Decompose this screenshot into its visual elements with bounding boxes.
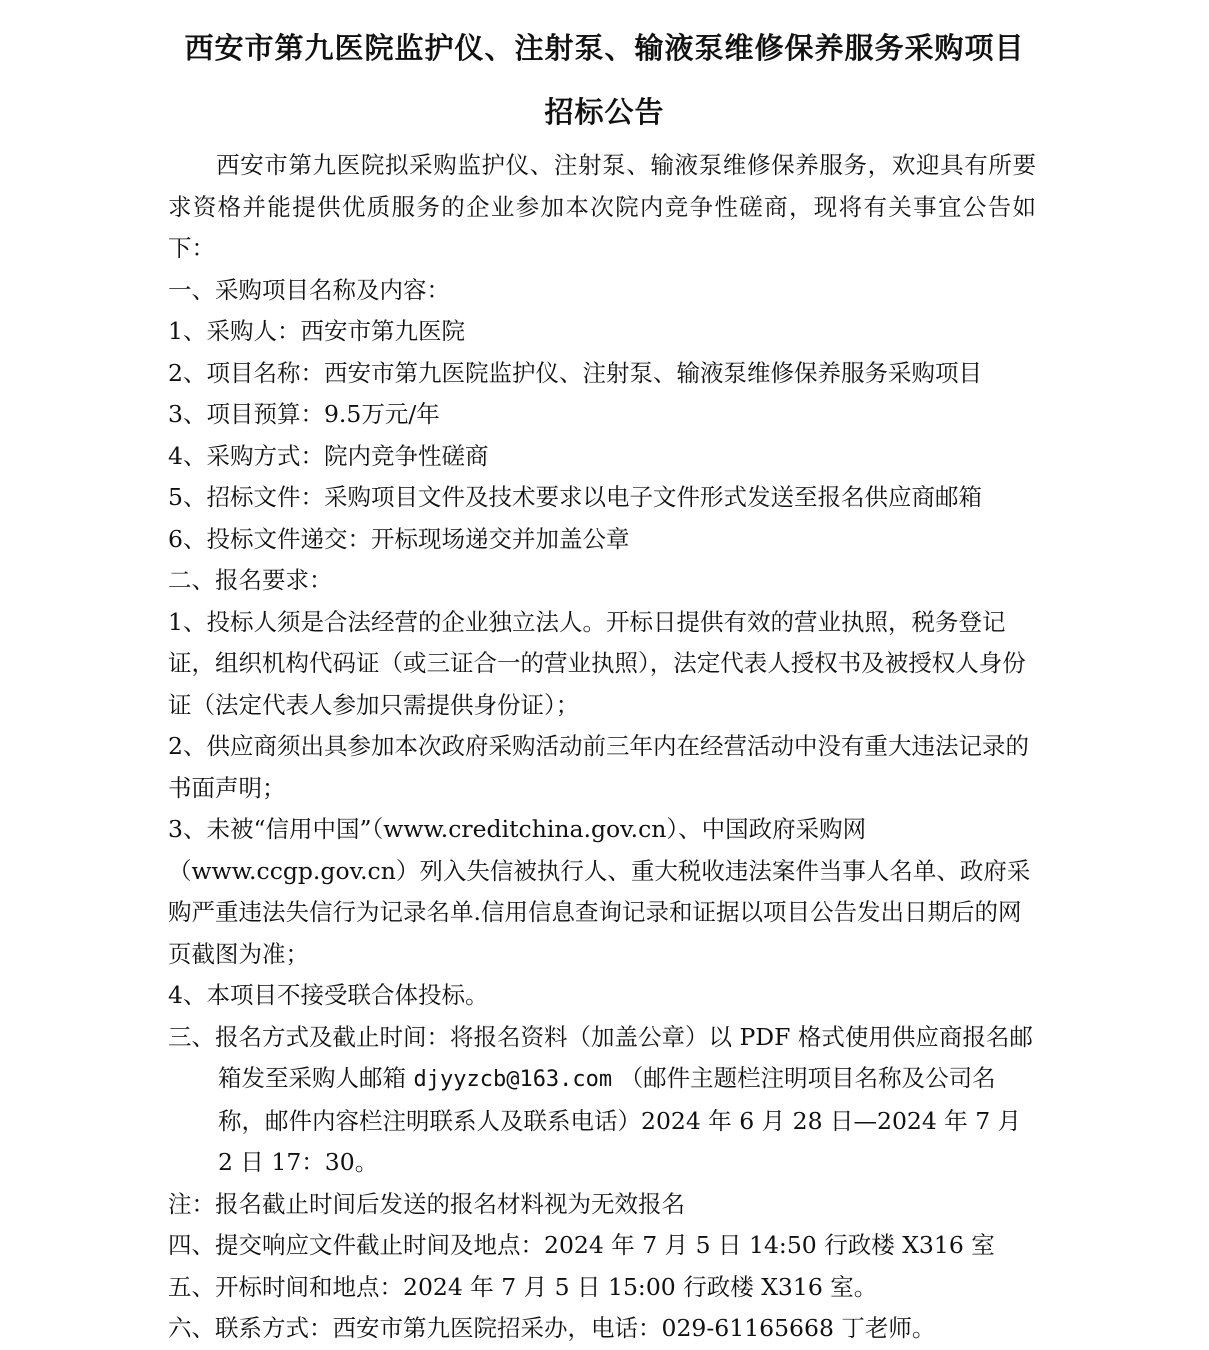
section1-item-method: 4、采购方式：院内竞争性磋商 — [168, 441, 489, 470]
section3-registration — [168, 1017, 1036, 1184]
section2-item-declaration: 2、供应商须出具参加本次政府采购活动前三年内在经营活动中没有重大违法记录的书面声明； — [168, 732, 1029, 802]
document-title-line1: 西安市第九医院监护仪、注射泵、输液泵维修保养服务采购项目 — [184, 31, 1025, 65]
section1-item-project-name: 2、项目名称：西安市第九医院监护仪、注射泵、输液泵维修保养服务采购项目 — [168, 358, 982, 387]
section2-item-credit: 3、未被“信用中国”（www.creditchina.gov.cn）、中国政府采购网（www.ccgp.gov.cn）列入失信被执行人、重大税收违法案件当事人名单、政府采购严重违法失信行为记录名单.信用信息查询记录和证据以项目公告发出日期后的网页截图为准； — [168, 815, 1031, 968]
section1-item-bid-submission: 6、投标文件递交：开标现场递交并加盖公章 — [168, 524, 630, 553]
registration-note: 注：报名截止时间后发送的报名材料视为无效报名 — [168, 1189, 685, 1218]
section3-text-a: 将报名资料（加盖公章）以 PDF 格式使用供应商报名邮箱发至采购人邮箱 — [218, 1022, 1033, 1092]
document-body — [168, 145, 1036, 1350]
section2-item-qualification: 1、投标人须是合法经营的企业独立法人。开标日提供有效的营业执照，税务登记证，组织机构代码证（或三证合一的营业执照），法定代表人授权书及被授权人身份证（法定代表人参加只需提供身份证）； — [168, 607, 1026, 719]
section1-heading: 一、采购项目名称及内容： — [168, 275, 450, 304]
intro-paragraph: 西安市第九医院拟采购监护仪、注射泵、输液泵维修保养服务，欢迎具有所要求资格并能提供优质服务的企业参加本次院内竞争性磋商，现将有关事宜公告如下： — [168, 151, 1036, 262]
section1-item-purchaser: 1、采购人：西安市第九医院 — [168, 317, 465, 345]
section2-heading: 二、报名要求： — [168, 566, 333, 594]
section3-heading: 三、报名方式及截止时间： — [168, 1022, 450, 1051]
section6-contact: 六、联系方式：西安市第九医院招采办，电话：029-61165668 丁老师。 — [168, 1314, 936, 1342]
section5-opening-time: 五、开标时间和地点：2024 年 7 月 5 日 15:00 行政楼 X316 室。 — [168, 1272, 878, 1301]
section3-text-b: （邮件主题栏注明项目名称及公司名称，邮件内容栏注明联系人及联系电话）2024 年 6 月 28 日—2024 年 7 月 2 日 17：30。 — [218, 1064, 1022, 1176]
registration-email: djyyzcb@163.com — [413, 1067, 613, 1092]
document-title-line2: 招标公告 — [544, 95, 665, 129]
section4-submission-deadline: 四、提交响应文件截止时间及地点：2024 年 7 月 5 日 14:50 行政楼 X316 室 — [168, 1231, 995, 1259]
section1-item-budget: 3、项目预算：9.5万元/年 — [168, 400, 440, 428]
section2-item-consortium: 4、本项目不接受联合体投标。 — [168, 981, 489, 1009]
section1-item-tender-docs: 5、招标文件：采购项目文件及技术要求以电子文件形式发送至报名供应商邮箱 — [168, 483, 982, 511]
